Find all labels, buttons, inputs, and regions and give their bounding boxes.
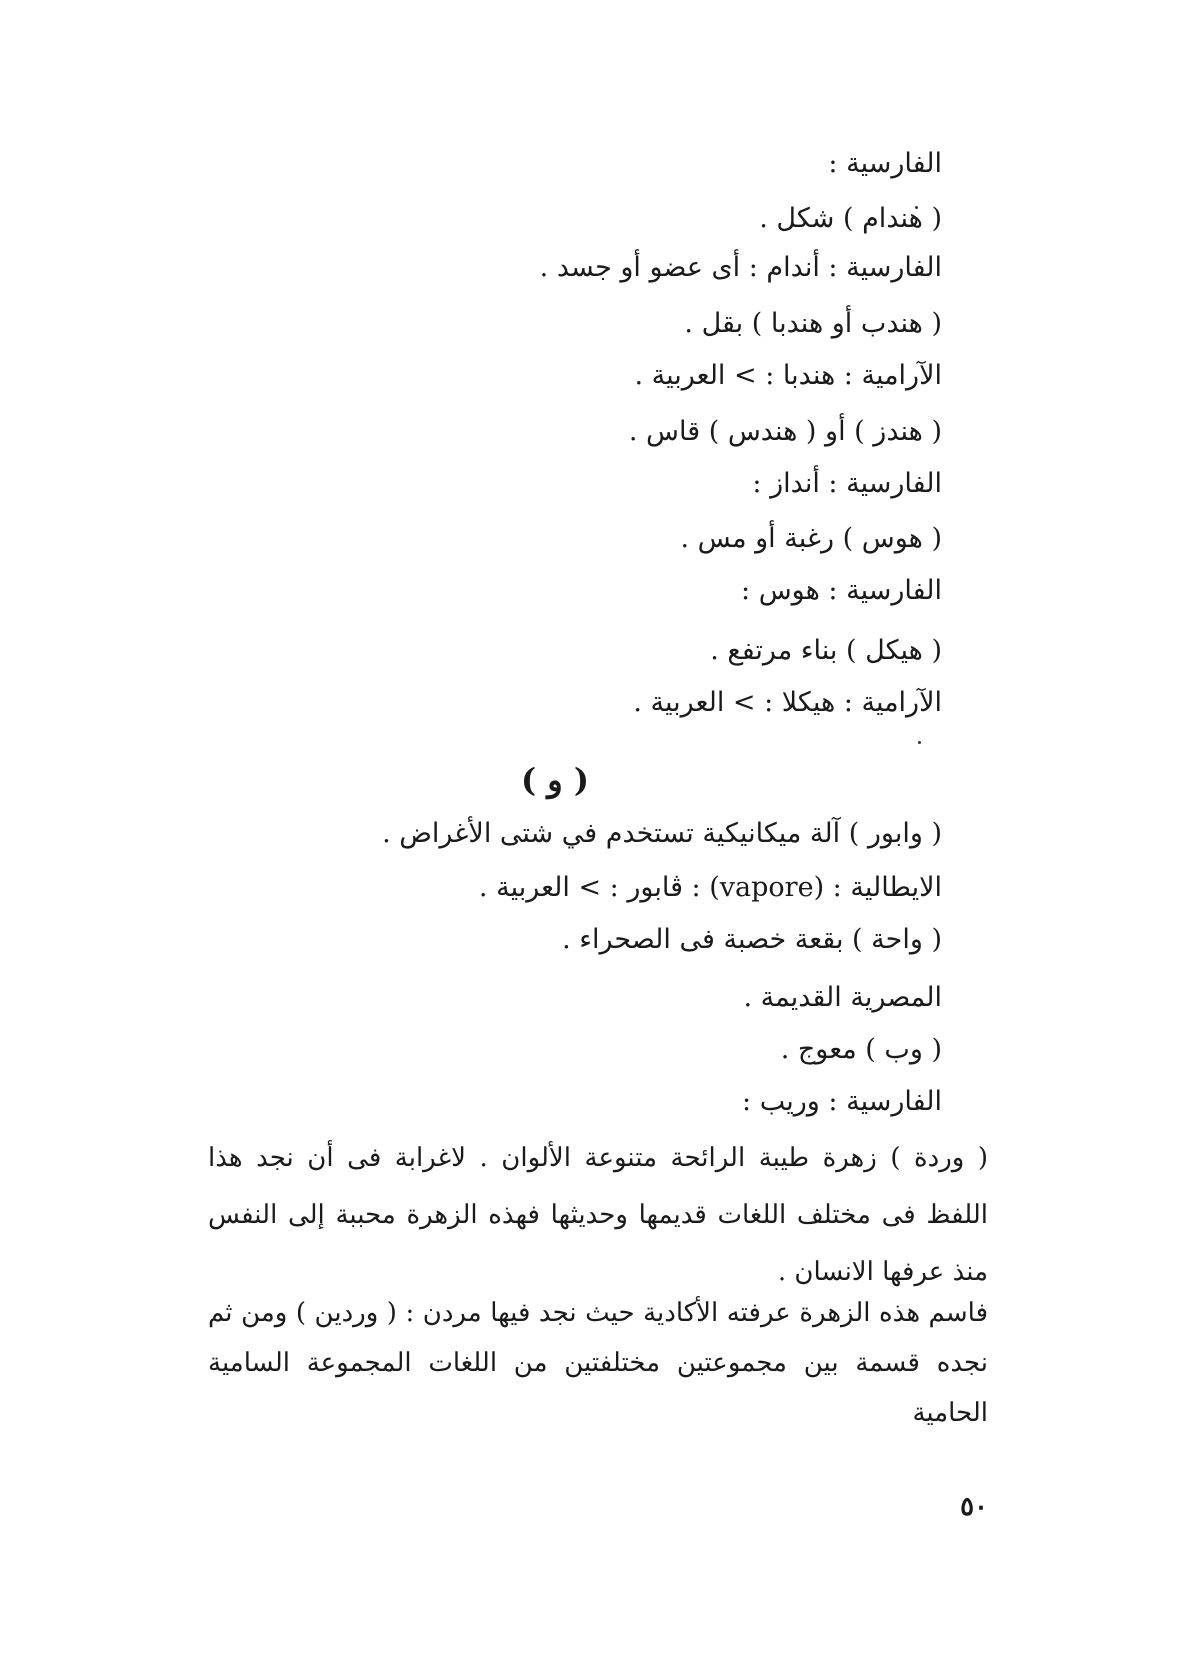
body-paragraph: فاسم هذه الزهرة عرفته الأكادية حيث نجد فيها مردن : ( وردين ) ومن ثم نجده قسمة بين مجموعتين مختلفتين من اللغات المجموعة السامية الحامية	[208, 1298, 988, 1428]
entry-line: المصرية القديمة .	[743, 982, 942, 1013]
page-number: ٥٠	[960, 1492, 988, 1522]
section-heading: ( و )	[520, 761, 589, 799]
entry-line: ( واحة ) بقعة خصبة فى الصحراء .	[562, 924, 942, 955]
entry-line: الفارسية : وريب :	[742, 1086, 942, 1117]
entry-line: الفارسية : أنداز :	[752, 468, 942, 499]
entry-line: الآرامية : هندبا : > العربية .	[634, 360, 942, 391]
entry-line: ( هيكل ) بناء مرتفع .	[710, 635, 942, 666]
entry-line: الفارسية : أندام : أى عضو أو جسد .	[539, 252, 942, 283]
entry-line: ( هوس ) رغبة أو مس .	[680, 523, 942, 554]
entry-line: ( هندب أو هندبا ) بقل .	[684, 308, 942, 339]
body-paragraph: ( وردة ) زهرة طيبة الرائحة متنوعة الألوان . لاغرابة فى أن نجد هذا اللفظ فى مختلف اللغات قديمها وحديثها فهذه الزهرة محببة إلى النفس منذ عرفها الانسان .	[208, 1143, 988, 1287]
entry-line: الفارسية : هوس :	[741, 575, 942, 606]
entry-line: ( هندام ) شكل .	[759, 203, 942, 234]
entry-line: الايطالية : (vapore) : ڤابور : > العربية .	[478, 872, 942, 903]
entry-line: ( هندز ) أو ( هندس ) قاس .	[628, 416, 942, 447]
entry-line: ( وب ) معوج .	[780, 1034, 942, 1065]
entry-line: الفارسية :	[828, 148, 942, 179]
scan-speck	[918, 741, 921, 744]
entry-line: الآرامية : هيكلا : > العربية .	[633, 687, 942, 718]
entry-line: ( وابور ) آلة ميكانيكية تستخدم في شتى الأغراض .	[382, 818, 942, 849]
